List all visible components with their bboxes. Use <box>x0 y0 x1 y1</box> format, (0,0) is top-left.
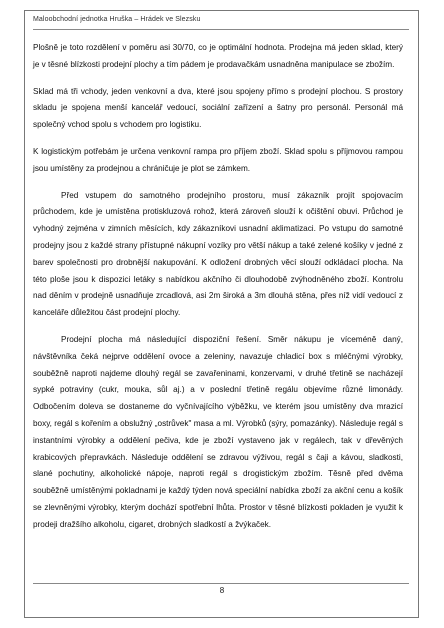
running-header: Maloobchodní jednotka Hruška – Hrádek ve Slezsku <box>33 16 201 23</box>
header-divider <box>33 29 409 30</box>
page-number: 8 <box>219 586 225 595</box>
footer-divider <box>33 583 409 584</box>
paragraph: Před vstupem do samotného prodejního prostoru, musí zákazník projít spojovacím průchodem, kde je umístěna protiskluzová rohož, která zároveň slouží k očištění obuvi. Průchod je vyhodný zejména v zimních měsících, kdy zákazníkovi usnadní aklimatizaci. Po vstupu do samotné prodejny jsou z každé strany přístupné nákupní vozíky pro větší nákup a také zelené košíky v jedné z barev společnosti pro drobnější nakupování. K odložení drobných věcí slouží odkládací plocha. Na této ploše jsou k dispozici letáky s nabídkou akčního či dlouhodobě zvýhodněného zboží. Kontrolu nad děním v prodejně usnadňuje zrcadlová, asi 2m široká a 3m dlouhá stěna, přes níž vidí vedoucí z kanceláře důležitou část prodejní plochy. <box>33 190 403 318</box>
paragraph: Sklad má tři vchody, jeden venkovní a dva, které jsou spojeny přímo s prodejní plochou. S prostory skladu je spojena menší kancelář vedoucí, sociální zařízení a šatny pro personál. Personál má společný vchod spolu s vchodem pro logistiku. <box>33 86 403 130</box>
paragraph: K logistickým potřebám je určena venkovní rampa pro příjem zboží. Sklad spolu s příjmovou rampou jsou umístěny za prodejnou a chráničuje je plot se zámkem. <box>33 146 403 173</box>
document-body <box>33 40 403 534</box>
paragraph: Prodejní plocha má následující dispoziční řešení. Směr nákupu je víceméně daný, návštěvníka čeká nejprve oddělení ovoce a zeleniny, navazuje chladicí box s mléčnými výrobky, souběžně naproti najdeme dlouhý regál se zavařeninami, konzervami, v druhé třetině se nacházejí sypké potraviny (cukr, mouka, sůl aj.) a v poslední třetině regálu objevíme různé limonády. Odbočením doleva se dostaneme do vyčnívajícího výběžku, ve kterém jsou umístěny dva mrazicí boxy, regál s kořením a obslužný „ostrůvek" masa a ml. Výrobků (sýry, pomazánky). Následuje regál s instantními výrobky a oddělení pečiva, kde je zboží vystaveno jak v regálech, tak v dřevěných krabicových přepravkách. Následuje oddělení se zdravou výživou, regál s čaji a kávou, sladkosti, slané pochutiny, alkoholické nápoje, naproti regál s drogistickým zbožím. Těsně před dvěma souběžně umístěnými pokladnami je každý týden nová speciální nabídka zboží za akční cenu a košík se zlevněnými výrobky, kterým dochází spotřební lhůta. Prostor v těsné blízkosti pokladen je využit k prodeji dražšího alkoholu, cigaret, drobných sladkostí a žvýkaček. <box>33 334 403 529</box>
paragraph: Plošně je toto rozdělení v poměru asi 30/70, co je optimální hodnota. Prodejna má jeden sklad, který je v těsné blízkosti prodejní plochy a tím pádem je prodavačkám usnadněna manipulace se zbožím. <box>33 43 403 69</box>
